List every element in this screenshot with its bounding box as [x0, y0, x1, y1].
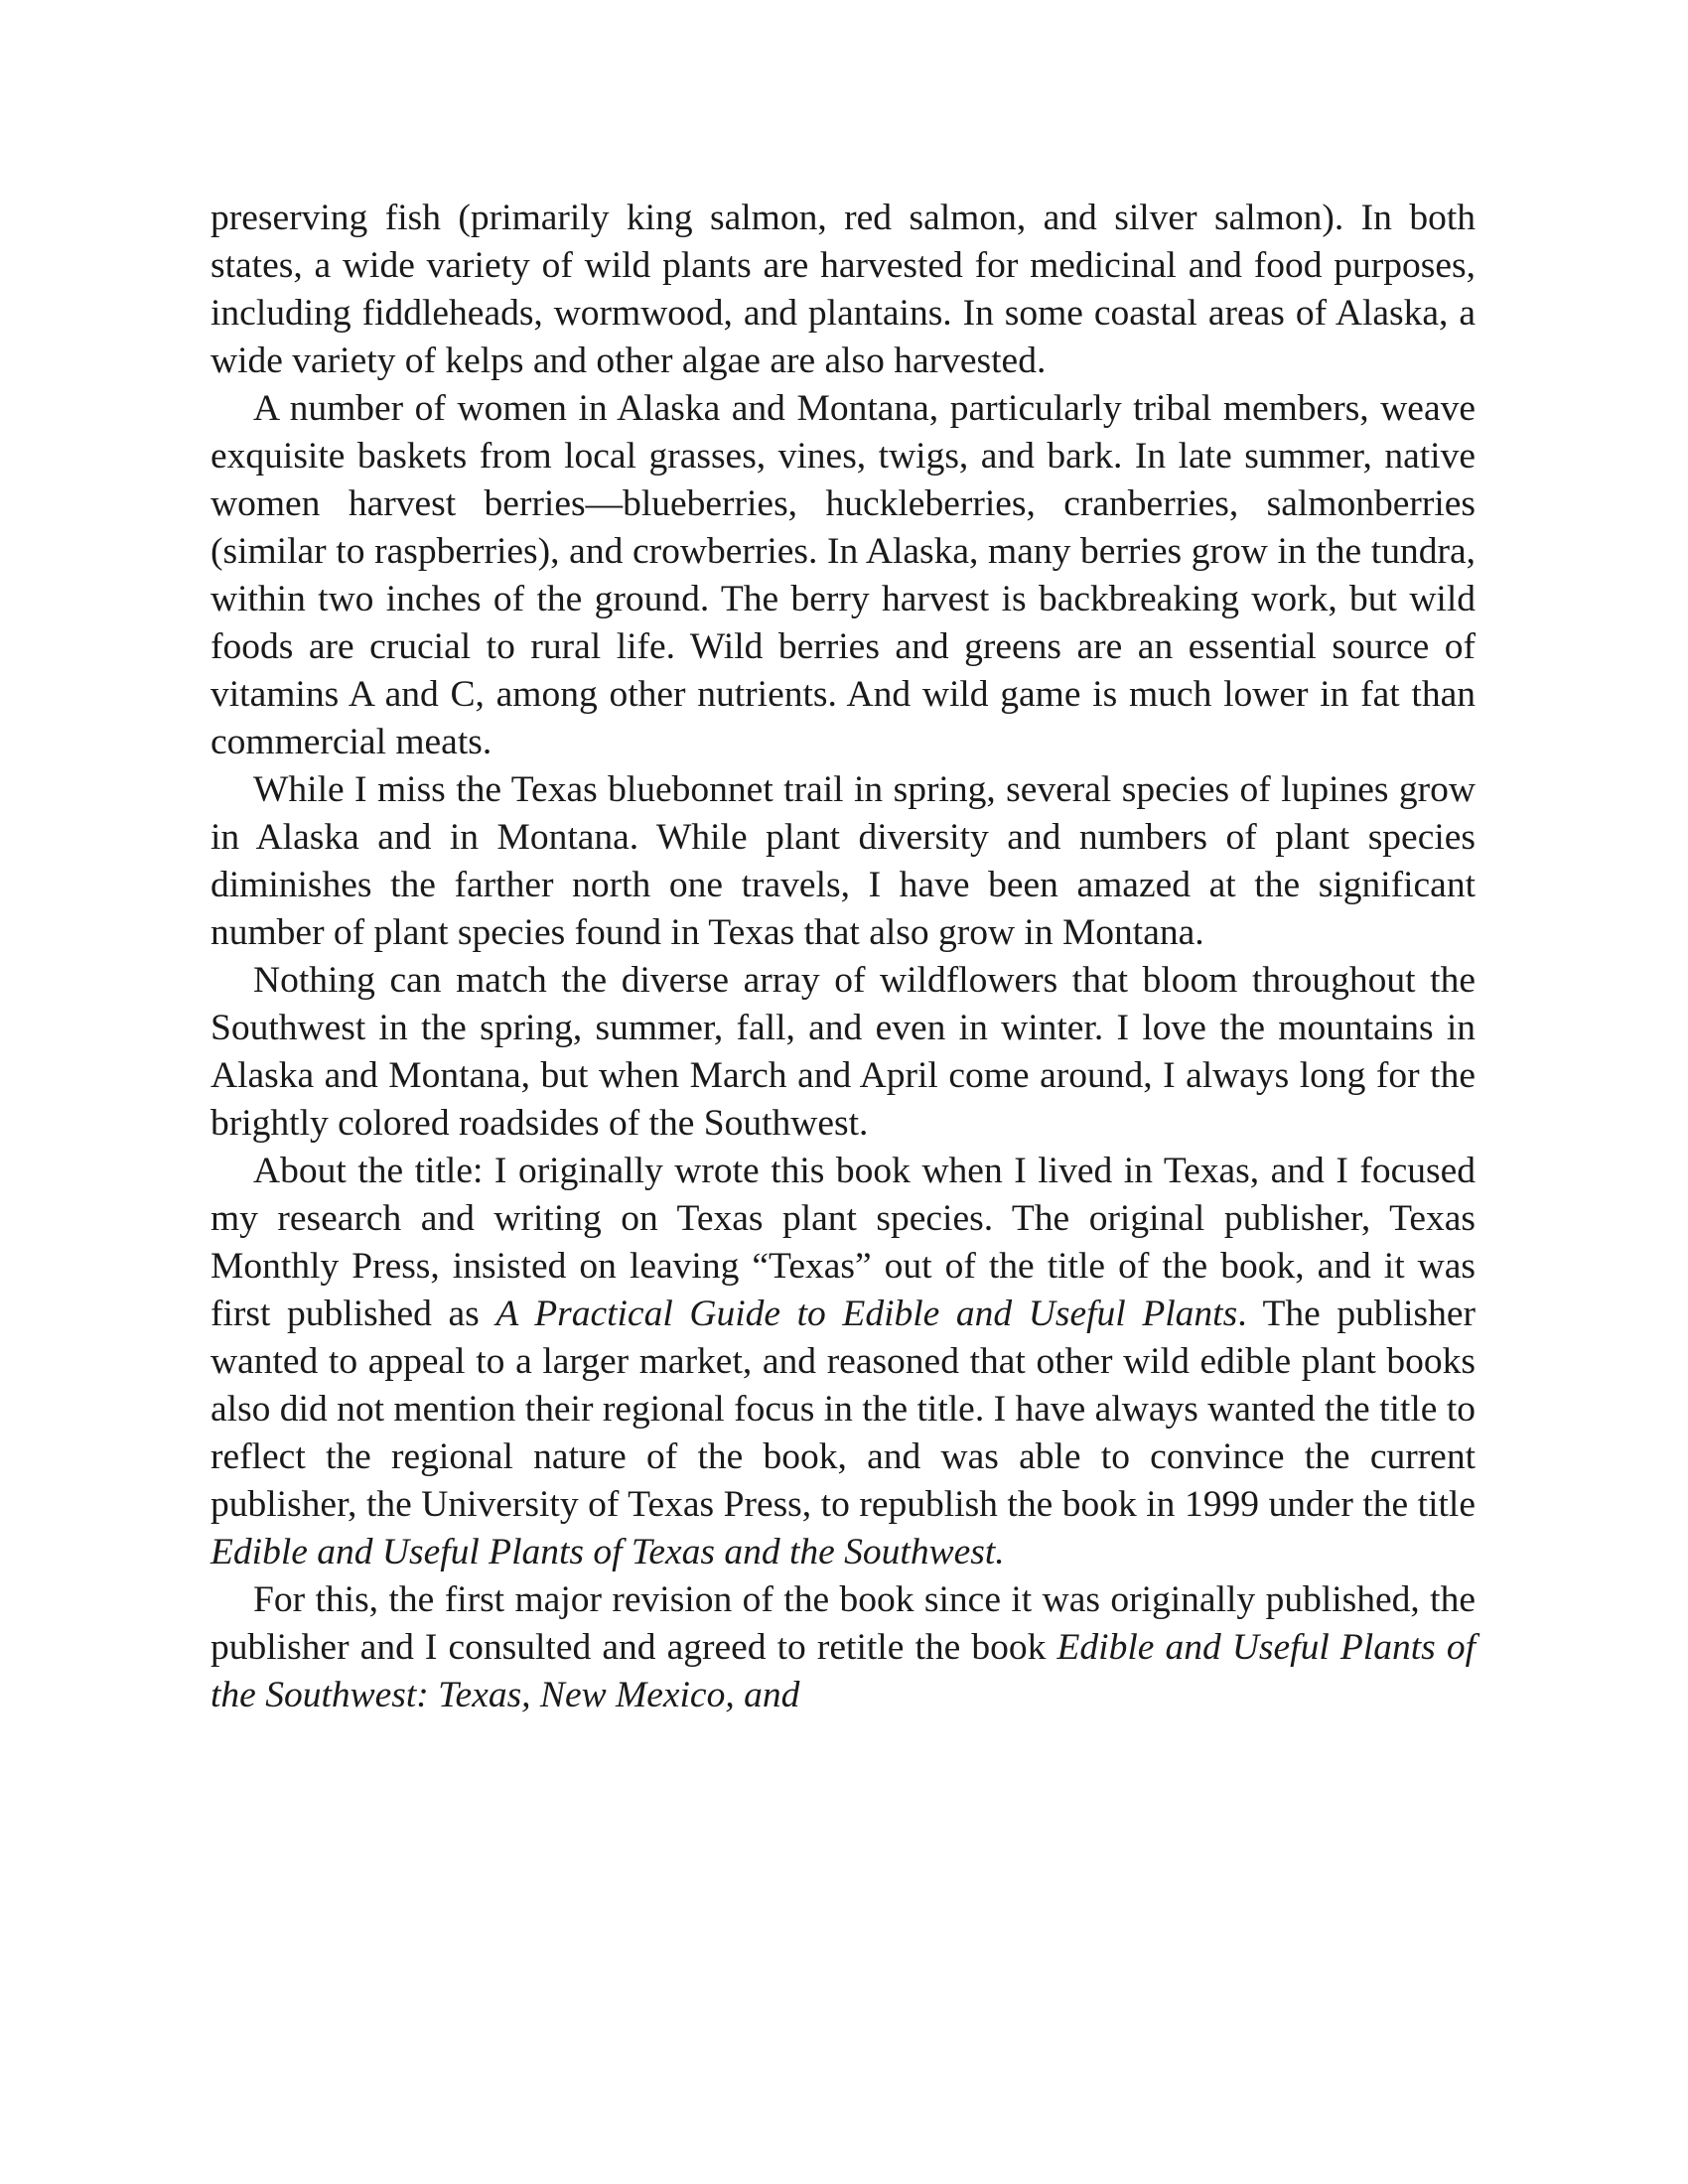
paragraph-revision — [211, 1576, 1476, 1719]
book-title-italic: A Practical Guide to Edible and Useful Plants — [495, 1294, 1238, 1334]
paragraph-text: Nothing can match the diverse array of wildflowers that bloom throughout the Southwest in the spring, summer, fall, and even in winter. I love the mountains in Alaska and Montana, but when March and April come around, I always long for the brightly colored roadsides of the Southwest. — [211, 960, 1476, 1144]
paragraph-fish-harvest — [211, 195, 1476, 385]
paragraph-text: A number of women in Alaska and Montana, particularly tribal members, weave exquisite baskets from local grasses, vines, twigs, and bark. In late summer, native women harvest berries—blueberries, huckleberries, cranberries, salmonberries (similar to raspberries), and crowberries. In Alaska, many berries grow in the tundra, within two inches of the ground. The berry harvest is backbreaking work, but wild foods are crucial to rural life. Wild berries and greens are an essential source of vitamins A and C, among other nutrients. And wild game is much lower in fat than commercial meats. — [211, 388, 1476, 762]
book-title-italic: Edible and Useful Plants of Texas and the Southwest. — [211, 1532, 1005, 1572]
paragraph-text: . The publisher wanted to appeal to a larger market, and reasoned that other wild edible plant books also did not mention their regional focus in the title. I have always wanted the title to reflect the regional nature of the book, and was able to convince the current publisher, the University of Texas Press, to republish the book in 1999 under the title — [211, 1294, 1476, 1525]
paragraph-text: About the title: I originally wrote this book when I lived in Texas, and I focused my research and writing on Texas plant species. The original publisher, Texas Monthly Press, insisted on leaving “Texas” out of the title of the book, and it was first published as — [211, 1151, 1476, 1334]
book-title-italic: Edible and Useful Plants of the Southwest: Texas, New Mexico, and — [211, 1627, 1476, 1715]
paragraph-lupines — [211, 766, 1476, 957]
paragraph-about-title — [211, 1148, 1476, 1576]
paragraph-text: While I miss the Texas bluebonnet trail in spring, several species of lupines grow in Alaska and in Montana. While plant diversity and numbers of plant species diminishes the farther north one travels, I have been amazed at the significant number of plant species found in Texas that also grow in Montana. — [211, 769, 1476, 953]
page-body — [211, 195, 1476, 1719]
paragraph-text: For this, the first major revision of the book since it was originally published, the publisher and I consulted and agreed to retitle the book — [211, 1579, 1476, 1668]
paragraph-baskets-berries — [211, 385, 1476, 766]
paragraph-wildflowers — [211, 957, 1476, 1148]
paragraph-text: preserving fish (primarily king salmon, red salmon, and silver salmon). In both states, a wide variety of wild plants are harvested for medicinal and food purposes, including fiddleheads, wormwood, and plantains. In some coastal areas of Alaska, a wide variety of kelps and other algae are also harvested. — [211, 198, 1476, 381]
